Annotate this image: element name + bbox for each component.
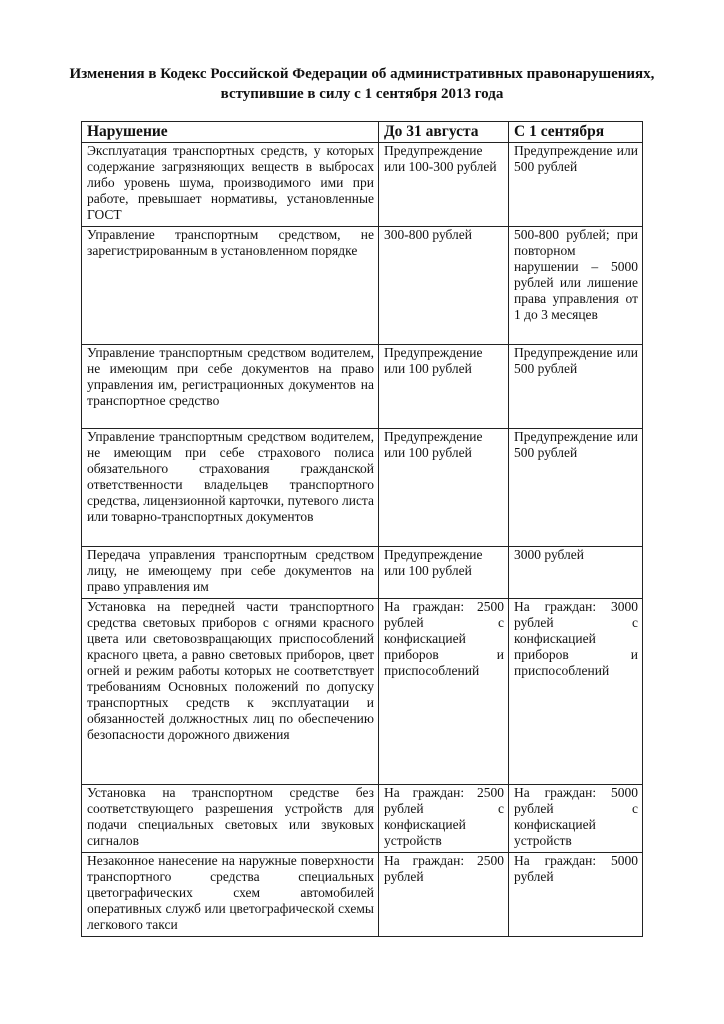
violation-cell: Установка на транспортном средстве без соответствующего разрешения устройств для подачи специальных световых или звуковых сигналов [82,785,379,853]
table-row [82,547,643,599]
fine-after-cell: Предупреждение или 500 рублей [509,345,643,429]
fine-before-cell: На граждан: 2500 рублей с конфискацией приборов и приспособлений [379,599,509,785]
violation-cell: Передача управления транспортным средством лицу, не имеющему при себе документов на право управления им [82,547,379,599]
table-row [82,345,643,429]
table-row [82,853,643,937]
fine-after-cell: Предупреждение или 500 рублей [509,429,643,547]
violation-cell: Управление транспортным средством водителем, не имеющим при себе страхового полиса обязательного страхования гражданской ответственности владельцев транспортного средства, лицензионной карточки, путевого листа или товарно-транспортных документов [82,429,379,547]
table-row [82,429,643,547]
fine-before-cell: На граждан: 2500 рублей [379,853,509,937]
fine-before-cell: Предупреждение или 100 рублей [379,429,509,547]
fine-after-cell: 500-800 рублей; при повторном нарушении – 5000 рублей или лишение права управления от 1 до 3 месяцев [509,227,643,345]
table-row [82,143,643,227]
table-row [82,599,643,785]
header-violation: Нарушение [82,122,379,143]
fine-after-cell: На граждан: 5000 рублей [509,853,643,937]
fine-before-cell: Предупреждение или 100 рублей [379,547,509,599]
table-row [82,785,643,853]
page-title: Изменения в Кодекс Российской Федерации об административных правонарушениях, вступившие в силу с 1 сентября 2013 года [69,66,655,102]
violation-cell: Управление транспортным средством водителем, не имеющим при себе документов на право управления им, регистрационных документов на транспортное средство [82,345,379,429]
fine-after-cell: Предупреждение или 500 рублей [509,143,643,227]
violation-cell: Незаконное нанесение на наружные поверхности транспортного средства специальных цветографических схем автомобилей оперативных служб или цветографической схемы легкового такси [82,853,379,937]
table-row [82,227,643,345]
fine-after-cell: На граждан: 3000 рублей с конфискацией приборов и приспособлений [509,599,643,785]
table-header-row [82,122,643,143]
header-after: С 1 сентября [509,122,643,143]
fine-after-cell: 3000 рублей [509,547,643,599]
fine-after-cell: На граждан: 5000 рублей с конфискацией устройств [509,785,643,853]
violation-cell: Эксплуатация транспортных средств, у которых содержание загрязняющих веществ в выбросах либо уровень шума, производимого ими при работе, превышает нормативы, установленные ГОСТ [82,143,379,227]
fine-before-cell: 300-800 рублей [379,227,509,345]
fine-before-cell: Предупреждение или 100 рублей [379,345,509,429]
header-before: До 31 августа [379,122,509,143]
violation-cell: Установка на передней части транспортного средства световых приборов с огнями красного цвета или световозвращающих приспособлений красного цвета, а равно световых приборов, цвет огней и режим работы которых не соответствует требованиям Основных положений по допуску транспортных средств к эксплуатации и обязанностей должностных лиц по обеспечению безопасности дорожного движения [82,599,379,785]
fine-before-cell: Предупреждение или 100-300 рублей [379,143,509,227]
fine-before-cell: На граждан: 2500 рублей с конфискацией устройств [379,785,509,853]
violation-cell: Управление транспортным средством, не зарегистрированным в установленном порядке [82,227,379,345]
fines-table [81,121,643,937]
